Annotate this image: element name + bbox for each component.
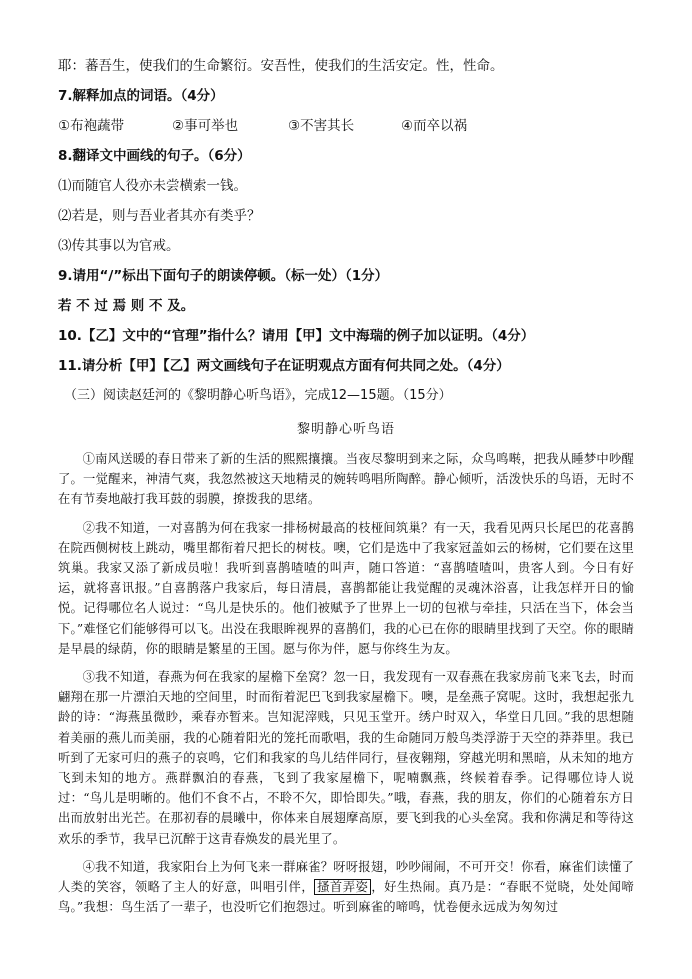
boxed-phrase: 搔首弄姿 [314, 879, 371, 895]
article-title: 黎明静心听鸟语 [296, 422, 395, 437]
question-8-sentence-1: ⑴而随官人役亦未尝横索一钱。 [58, 178, 247, 194]
choice-3: ③不害其长 [288, 118, 355, 134]
question-8: 8.翻译文中画线的句子。（6分） [58, 148, 251, 164]
question-11: 11.请分析【甲】【乙】两文画线句子在证明观点方面有何共同之处。（4分） [58, 358, 510, 374]
article-paragraph-2: ②我不知道，一对喜鹊为何在我家一排杨树最高的枝桠间筑巢？有一天，我看见两只长尾巴的花喜鹊在院西侧树枝上跳动，嘴里都衔着尺把长的树枝。噢，它们是选中了我家冠盖如云的杨树，它们要在这里筑巢。我家又添了新成员啦！我听到喜鹊喳喳的叫声，随口答道：“喜鹊喳喳叫，贵客人到。今日有好运，就将喜讯报。”自喜鹊落户我家后，每日清晨，喜鹊都能让我觉醒的灵魂沐浴喜，让我怎样开日的愉悦。记得哪位名人说过：“鸟儿是快乐的。他们被赋予了世界上一切的包袱与牵挂，只活在当下，体会当下。”难怪它们能够得可以飞。出没在我眼眸视界的喜鹊们，我的心已在你的眼睛里找到了天空。你的眼睛是早晨的绿荫，你的眼睛是繁星的王国。愿与你为伴，愿与你终生为友。 [58, 520, 634, 656]
section-3-heading: （三）阅读赵廷河的《黎明静心听鸟语》，完成12—15题。（15分） [64, 388, 452, 403]
paragraph-4-part-b: ，好生热闹。真乃是：“春眠不觉晓，处处闻啼鸟。”我想：鸟生活了一辈子，也没听它们抱怨过。听到麻雀的啼鸣，忧卷便永远成为匆匆过 [58, 880, 634, 915]
gloss-line: 耶：蕃吾生，使我们的生命繁衍。安吾性，使我们的生活安定。性，性命。 [58, 58, 504, 74]
article-paragraph-1: ①南风送暖的春日带来了新的生活的熙熙攘攘。当夜尽黎明到来之际，众鸟鸣啭，把我从睡梦中吵醒了。一觉醒来，神清气爽，我忽然被这天地精灵的婉转鸣唱所陶醉。静心倾听，活泼快乐的鸟语，无时不在有节奏地敲打我耳鼓的弱膜，撩拨我的思绪。 [58, 452, 634, 507]
question-8-sentence-2: ⑵若是，则与吾业者其亦有类乎？ [58, 208, 261, 224]
article-paragraph-3: ③我不知道，春燕为何在我家的屋檐下垒窝？忽一日，我发现有一双春燕在我家房前飞来飞去，时而翩翔在那一片漂泊天地的空间里，时而衔着泥巴飞到我家屋檐下。噢，是垒燕子窝呢。这时，我想起张九龄的诗：“海燕虽微眇，乘春亦暂来。岂知泥滓贱，只见玉堂开。绣户时双入，华堂日几回。”我的思想随着美丽的燕儿而美丽，我的心随着阳光的笼托而歌唱，我的生命随同万般鸟类浮游于天空的莽莽里。我已听到了无家可归的燕子的哀鸣，它们和我家的鸟儿结伴同行，昼夜翱翔，穿越光明和黑暗，从未知的地方飞到未知的地方。燕群飘泊的春燕，飞到了我家屋檐下，呢喃飘燕，终候着春季。记得哪位诗人说过：“鸟儿是明晰的。他们不食不占，不聆不欠，即恰即失。”哦，春燕，我的朋友，你们的心随着东方日出而放射出光芒。在那初春的晨曦中，你体来自展翅摩高原，要飞到我的心头垒窝。我和你满足和等待这欢乐的季节，我早已沉醉于这青春焕发的晨光里了。 [58, 670, 634, 846]
choice-4: ④而卒以祸 [401, 118, 468, 134]
choice-2: ②事可举也 [172, 118, 239, 134]
question-7: 7.解释加点的词语。（4分） [58, 88, 224, 104]
question-8-sentence-3: ⑶传其事以为官戒。 [58, 238, 180, 254]
question-10: 10.【乙】文中的“官理”指什么？请用【甲】文中海瑞的例子加以证明。（4分） [58, 328, 535, 344]
question-7-choices [58, 116, 634, 136]
choice-1: ①布袍蔬带 [58, 118, 125, 134]
paragraph-4-part-a: ④我不知道，我家阳台上为何飞来一群麻雀？呀呀报翅，吵吵闹闹，不可开交！你看，麻雀们读懂了人类的笑容，领略了主人的好意，叫唱引伴， [58, 859, 634, 895]
question-9: 9.请用“/”标出下面句子的朗读停顿。（标一处）（1分） [58, 268, 389, 284]
question-9-sentence: 若 不 过 焉 则 不 及。 [58, 298, 195, 314]
article-paragraph-4 [58, 857, 634, 918]
